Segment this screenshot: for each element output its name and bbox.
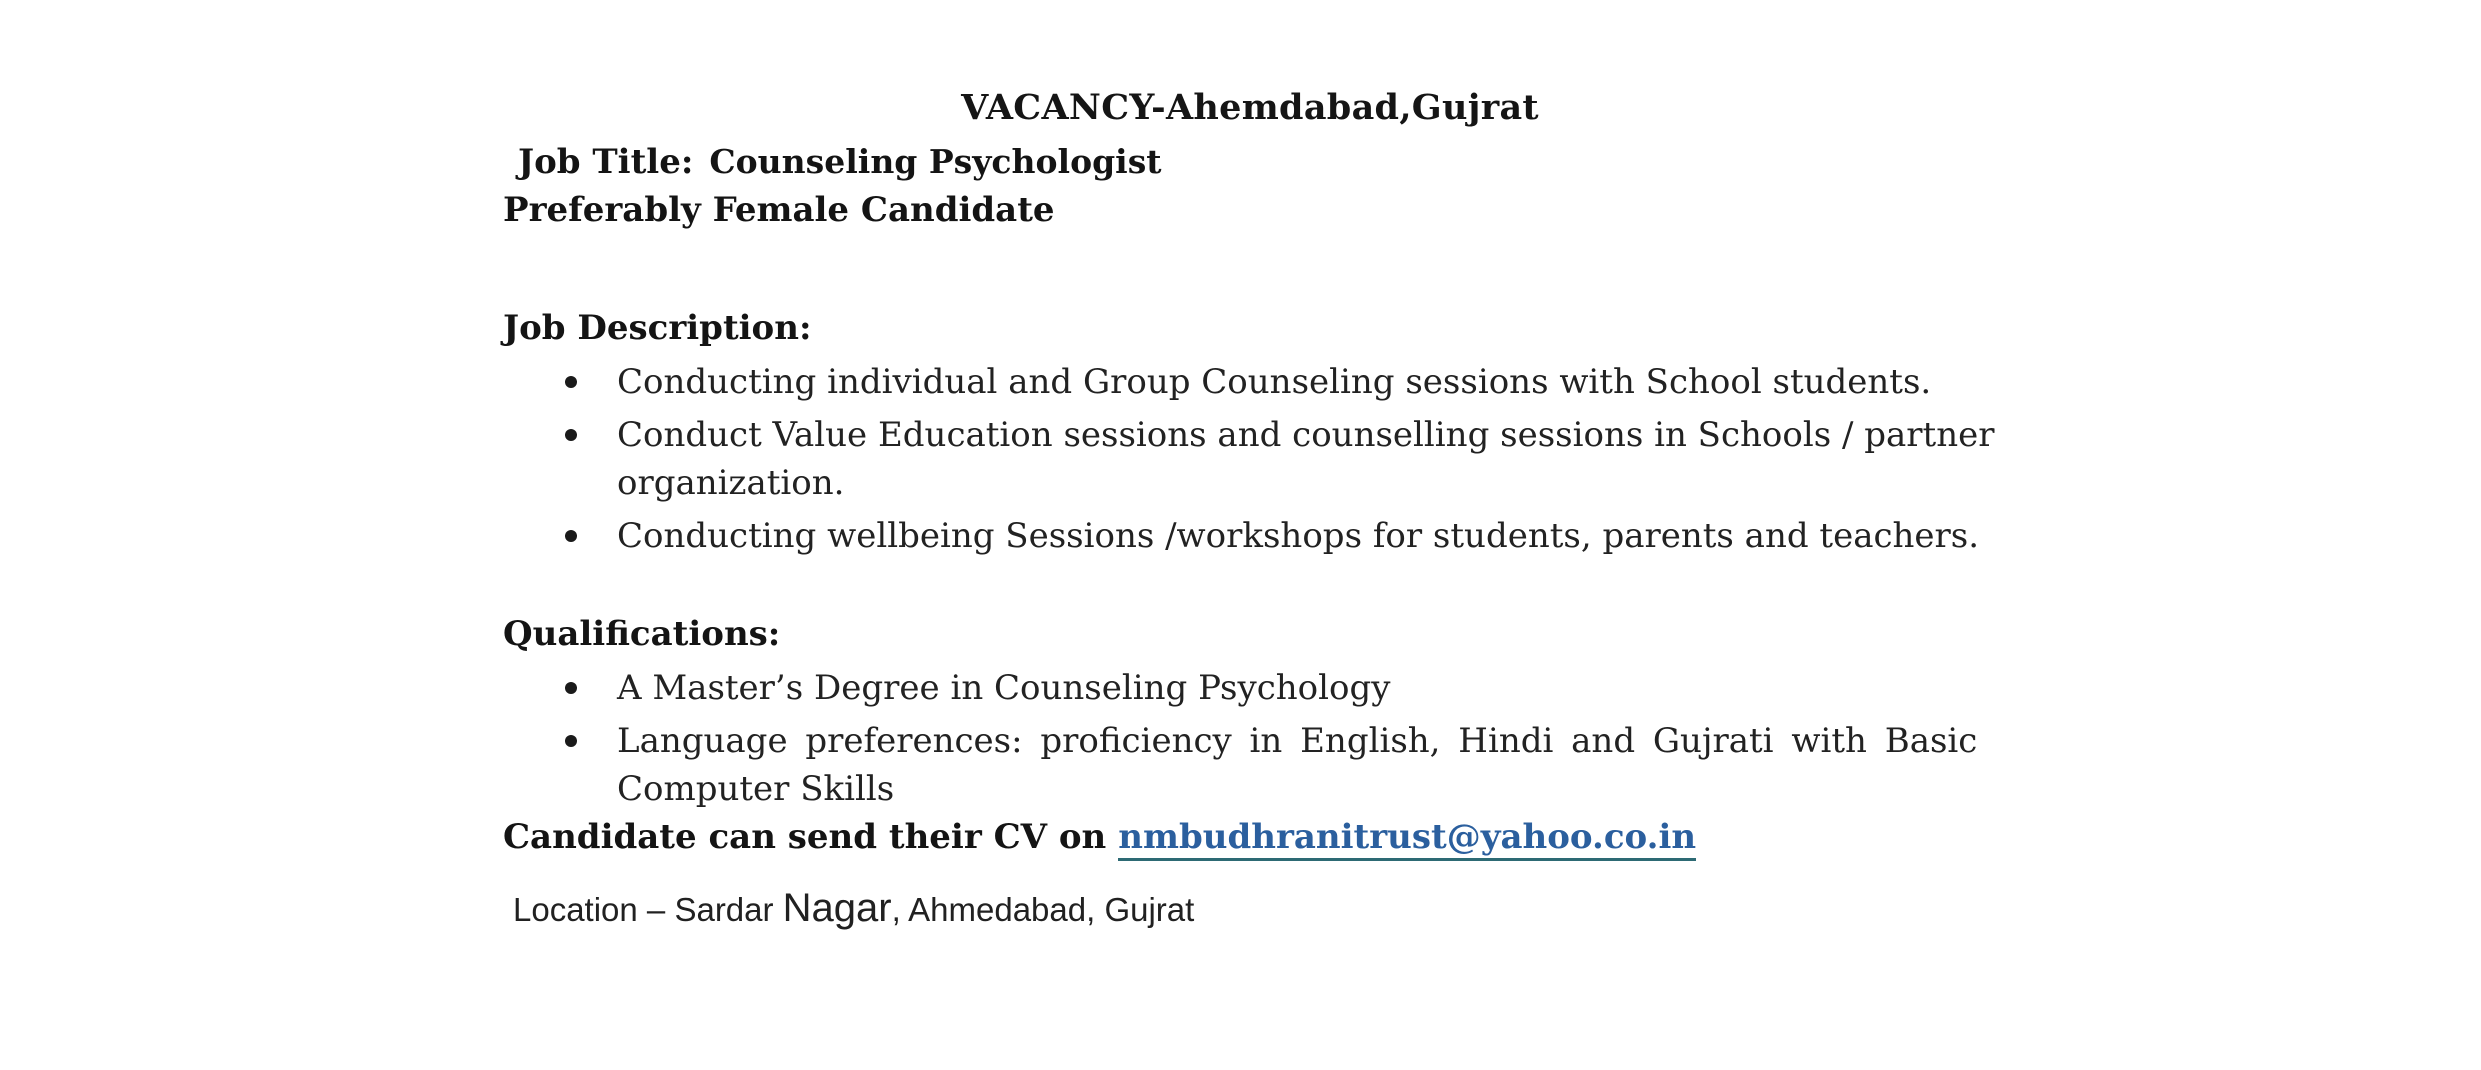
location-suffix: , Ahmedabad, Gujrat — [891, 891, 1195, 928]
bullet-icon — [565, 429, 577, 441]
job-title-value: Counseling Psychologist — [709, 142, 1162, 181]
job-title-line — [503, 138, 1933, 186]
location-line — [503, 885, 1933, 933]
candidate-preference: Preferably Female Candidate — [503, 190, 1055, 230]
list-item — [617, 411, 1995, 507]
qualifications-section — [503, 610, 1978, 813]
bullet-line: organization. — [617, 463, 845, 503]
job-description-heading: Job Description: — [503, 308, 812, 348]
email-link[interactable]: nmbudhranitrust@yahoo.co.in — [1118, 817, 1696, 861]
vacancy-document — [503, 86, 1995, 933]
bullet-icon — [565, 376, 577, 388]
job-title-label: Job Title: — [518, 142, 694, 182]
list-item — [617, 512, 1980, 560]
list-item — [617, 358, 1933, 406]
job-description-list — [503, 358, 1995, 560]
bullet-line: Language preferences: proficiency in English, Hindi and Gujrati with Basic — [617, 721, 1978, 761]
bullet-line: Computer Skills — [617, 769, 895, 809]
qualifications-heading: Qualifications: — [503, 614, 781, 654]
bullet-icon — [565, 682, 577, 694]
list-item — [617, 717, 1978, 813]
cv-submission-line — [503, 813, 1933, 861]
job-description-section — [503, 304, 1995, 560]
qualifications-list — [503, 664, 1978, 813]
bullet-icon — [565, 735, 577, 747]
bullet-line: Conduct Value Education sessions and counselling sessions in Schools / partner — [617, 415, 1995, 455]
document-title: VACANCY-Ahemdabad,Gujrat — [961, 87, 1539, 128]
bullet-icon — [565, 530, 577, 542]
cv-line-label: Candidate can send their CV on — [503, 817, 1107, 857]
bullet-line: Conducting wellbeing Sessions /workshops for students, parents and teachers. — [617, 516, 1980, 556]
location-highlight: Nagar — [782, 886, 892, 930]
location-prefix: Location – Sardar — [513, 891, 783, 928]
bullet-line: A Master’s Degree in Counseling Psychology — [617, 668, 1391, 708]
list-item — [617, 664, 1933, 712]
bullet-line: Conducting individual and Group Counseling sessions with School students. — [617, 362, 1932, 402]
